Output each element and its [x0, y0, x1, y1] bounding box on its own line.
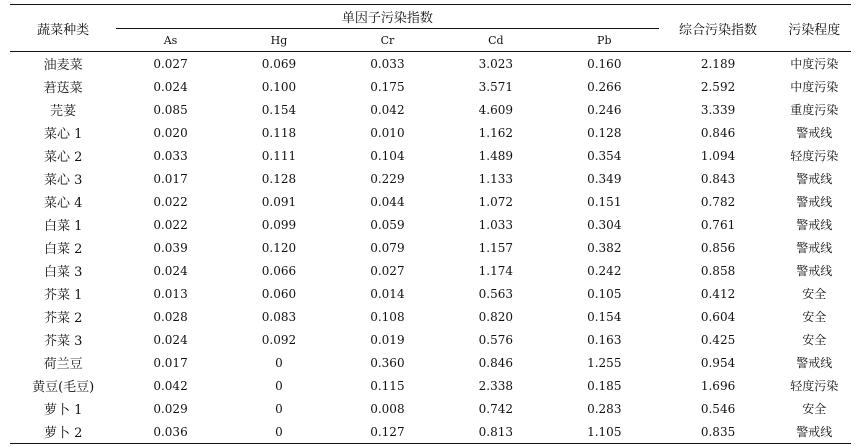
cell-composite-index: 2.592	[700, 79, 736, 94]
header-composite-index: 综合污染指数	[659, 5, 778, 52]
cell-pb: 0.304	[587, 217, 622, 232]
cell-pb: 0.242	[587, 263, 622, 278]
cell-cr: 0.108	[370, 309, 405, 324]
table-row	[10, 305, 851, 328]
cell-cd: 0.576	[478, 332, 514, 347]
cell-hg: 0	[225, 420, 333, 444]
cell-pollution-level: 中度污染	[790, 80, 839, 94]
cell-cd: 1.157	[478, 240, 514, 255]
cell-composite-index: 0.835	[659, 420, 778, 444]
cell-pb: 0.354	[587, 148, 622, 163]
cell-composite-index: 0.546	[700, 401, 736, 416]
cell-cr: 0.127	[333, 420, 441, 444]
cell-cr: 0.079	[370, 240, 405, 255]
cell-cd: 3.023	[478, 56, 514, 71]
cell-pb: 0.128	[587, 125, 622, 140]
cell-vegetable-name: 菜心 2	[43, 150, 83, 165]
cell-cd: 4.609	[478, 102, 514, 117]
cell-vegetable-name: 白菜 3	[43, 265, 83, 280]
cell-pollution-level: 安全	[802, 333, 827, 347]
table-row	[10, 98, 851, 121]
header-pb: Pb	[550, 29, 658, 52]
header-as: As	[116, 29, 224, 52]
table-row	[10, 328, 851, 351]
cell-pollution-level: 警戒线	[796, 264, 833, 278]
cell-as: 0.029	[153, 401, 188, 416]
cell-hg: 0.154	[261, 102, 297, 117]
cell-vegetable-name: 白菜 2	[43, 242, 83, 257]
cell-cd: 0.742	[478, 401, 514, 416]
cell-pollution-level: 中度污染	[790, 57, 839, 71]
header-hg: Hg	[225, 29, 333, 52]
cell-cr: 0.042	[370, 102, 405, 117]
cell-composite-index: 0.846	[700, 125, 736, 140]
cell-pb: 0.246	[587, 102, 622, 117]
cell-as: 0.020	[153, 125, 188, 140]
cell-as: 0.024	[153, 79, 188, 94]
cell-hg: 0	[275, 355, 283, 370]
cell-cr: 0.229	[370, 171, 405, 186]
cell-hg: 0.120	[261, 240, 297, 255]
cell-composite-index: 1.696	[700, 378, 736, 393]
cell-pb: 0.349	[587, 171, 622, 186]
header-pollution-level: 污染程度	[778, 5, 851, 52]
cell-cd: 1.162	[478, 125, 514, 140]
cell-hg: 0.118	[261, 125, 297, 140]
cell-as: 0.017	[153, 171, 188, 186]
cell-cd: 0.563	[478, 286, 514, 301]
cell-pollution-level: 警戒线	[796, 356, 833, 370]
pollution-index-table	[10, 4, 851, 444]
cell-composite-index: 0.856	[700, 240, 736, 255]
cell-pb: 0.163	[587, 332, 622, 347]
cell-cd: 0.820	[478, 309, 514, 324]
cell-pollution-level: 警戒线	[796, 218, 833, 232]
cell-pollution-level: 安全	[802, 287, 827, 301]
cell-hg: 0	[275, 401, 283, 416]
cell-composite-index: 2.189	[700, 56, 736, 71]
cell-pollution-level: 警戒线	[796, 195, 833, 209]
cell-hg: 0.083	[261, 309, 297, 324]
table-row	[10, 167, 851, 190]
table-row	[10, 144, 851, 167]
cell-as: 0.042	[153, 378, 188, 393]
cell-cr: 0.059	[370, 217, 405, 232]
cell-pb: 0.382	[587, 240, 622, 255]
cell-composite-index: 1.094	[700, 148, 736, 163]
cell-composite-index: 0.425	[700, 332, 736, 347]
cell-hg: 0.060	[261, 286, 297, 301]
cell-hg: 0	[275, 378, 283, 393]
table-body	[10, 52, 851, 444]
cell-pb: 0.160	[587, 56, 622, 71]
cell-cr: 0.360	[370, 355, 405, 370]
cell-as: 0.013	[153, 286, 188, 301]
cell-composite-index: 3.339	[700, 102, 736, 117]
cell-composite-index: 0.843	[700, 171, 736, 186]
table-row	[10, 397, 851, 420]
pollution-index-table-container	[10, 0, 851, 444]
cell-cd: 1.072	[478, 194, 514, 209]
header-single-factor-group: 单因子污染指数	[116, 5, 658, 29]
cell-pb: 0.105	[587, 286, 622, 301]
cell-pollution-level: 警戒线	[796, 241, 833, 255]
cell-pollution-level: 警戒线	[796, 172, 833, 186]
cell-cr: 0.014	[370, 286, 405, 301]
cell-cd: 0.846	[478, 355, 514, 370]
cell-composite-index: 0.858	[700, 263, 736, 278]
cell-as: 0.017	[153, 355, 188, 370]
cell-cd: 1.174	[478, 263, 514, 278]
cell-pollution-level: 重度污染	[790, 103, 839, 117]
table-row	[10, 213, 851, 236]
cell-hg: 0.128	[261, 171, 297, 186]
cell-as: 0.028	[153, 309, 188, 324]
cell-vegetable-name: 萝卜 1	[43, 403, 83, 418]
cell-composite-index: 0.412	[700, 286, 736, 301]
cell-hg: 0.069	[261, 56, 297, 71]
table-row	[10, 374, 851, 397]
cell-as: 0.022	[153, 194, 188, 209]
cell-cd: 1.489	[478, 148, 514, 163]
table-row	[10, 52, 851, 76]
cell-pollution-level: 安全	[802, 402, 827, 416]
cell-as: 0.024	[153, 332, 188, 347]
cell-cr: 0.115	[370, 378, 405, 393]
cell-vegetable-name: 芥菜 1	[43, 288, 83, 303]
table-row	[10, 190, 851, 213]
cell-hg: 0.066	[261, 263, 297, 278]
header-vegetable-type: 蔬菜种类	[10, 5, 116, 52]
cell-pb: 0.283	[587, 401, 622, 416]
cell-cr: 0.033	[370, 56, 405, 71]
cell-as: 0.027	[153, 56, 188, 71]
cell-vegetable-name: 油麦菜	[43, 58, 83, 73]
cell-cr: 0.010	[370, 125, 405, 140]
table-row	[10, 420, 851, 444]
cell-pb: 0.151	[587, 194, 622, 209]
cell-vegetable-name: 菜心 3	[43, 173, 83, 188]
cell-pb: 1.105	[550, 420, 658, 444]
cell-vegetable-name: 菜心 4	[43, 196, 83, 211]
cell-as: 0.036	[116, 420, 224, 444]
cell-cr: 0.008	[370, 401, 405, 416]
cell-cr: 0.027	[370, 263, 405, 278]
cell-vegetable-name: 芫荽	[50, 104, 77, 119]
cell-vegetable-name: 荷兰豆	[43, 357, 83, 372]
cell-cr: 0.044	[370, 194, 405, 209]
cell-cd: 0.813	[442, 420, 550, 444]
table-row	[10, 282, 851, 305]
cell-pb: 0.185	[587, 378, 622, 393]
cell-composite-index: 0.604	[700, 309, 736, 324]
header-cr: Cr	[333, 29, 441, 52]
table-row	[10, 236, 851, 259]
cell-as: 0.033	[153, 148, 188, 163]
cell-vegetable-name: 白菜 1	[43, 219, 83, 234]
cell-vegetable-name: 萝卜 2	[10, 420, 116, 444]
cell-composite-index: 0.782	[700, 194, 736, 209]
table-row	[10, 75, 851, 98]
cell-cr: 0.019	[370, 332, 405, 347]
cell-pollution-level: 安全	[802, 310, 827, 324]
cell-hg: 0.091	[261, 194, 297, 209]
cell-as: 0.085	[153, 102, 188, 117]
cell-cr: 0.104	[370, 148, 405, 163]
cell-vegetable-name: 芥菜 2	[43, 311, 83, 326]
cell-hg: 0.092	[261, 332, 297, 347]
cell-pollution-level: 警戒线	[778, 420, 851, 444]
cell-composite-index: 0.761	[700, 217, 736, 232]
cell-hg: 0.111	[261, 148, 297, 163]
cell-pb: 0.266	[587, 79, 622, 94]
cell-pb: 0.154	[587, 309, 622, 324]
cell-as: 0.022	[153, 217, 188, 232]
cell-pollution-level: 轻度污染	[790, 379, 839, 393]
cell-pb: 1.255	[587, 355, 622, 370]
table-row	[10, 351, 851, 374]
cell-cd: 2.338	[478, 378, 514, 393]
cell-cd: 1.133	[478, 171, 514, 186]
header-cd: Cd	[442, 29, 550, 52]
cell-as: 0.039	[153, 240, 188, 255]
cell-hg: 0.100	[261, 79, 297, 94]
cell-pollution-level: 警戒线	[796, 126, 833, 140]
cell-hg: 0.099	[261, 217, 297, 232]
cell-composite-index: 0.954	[700, 355, 736, 370]
cell-vegetable-name: 黄豆(毛豆)	[32, 380, 95, 395]
cell-pollution-level: 轻度污染	[790, 149, 839, 163]
cell-cd: 3.571	[478, 79, 514, 94]
table-header	[10, 5, 851, 52]
cell-vegetable-name: 莙荙菜	[43, 81, 83, 96]
cell-as: 0.024	[153, 263, 188, 278]
cell-cr: 0.175	[370, 79, 405, 94]
cell-vegetable-name: 芥菜 3	[43, 334, 83, 349]
table-row	[10, 121, 851, 144]
table-row	[10, 259, 851, 282]
cell-vegetable-name: 菜心 1	[43, 127, 83, 142]
cell-cd: 1.033	[478, 217, 514, 232]
